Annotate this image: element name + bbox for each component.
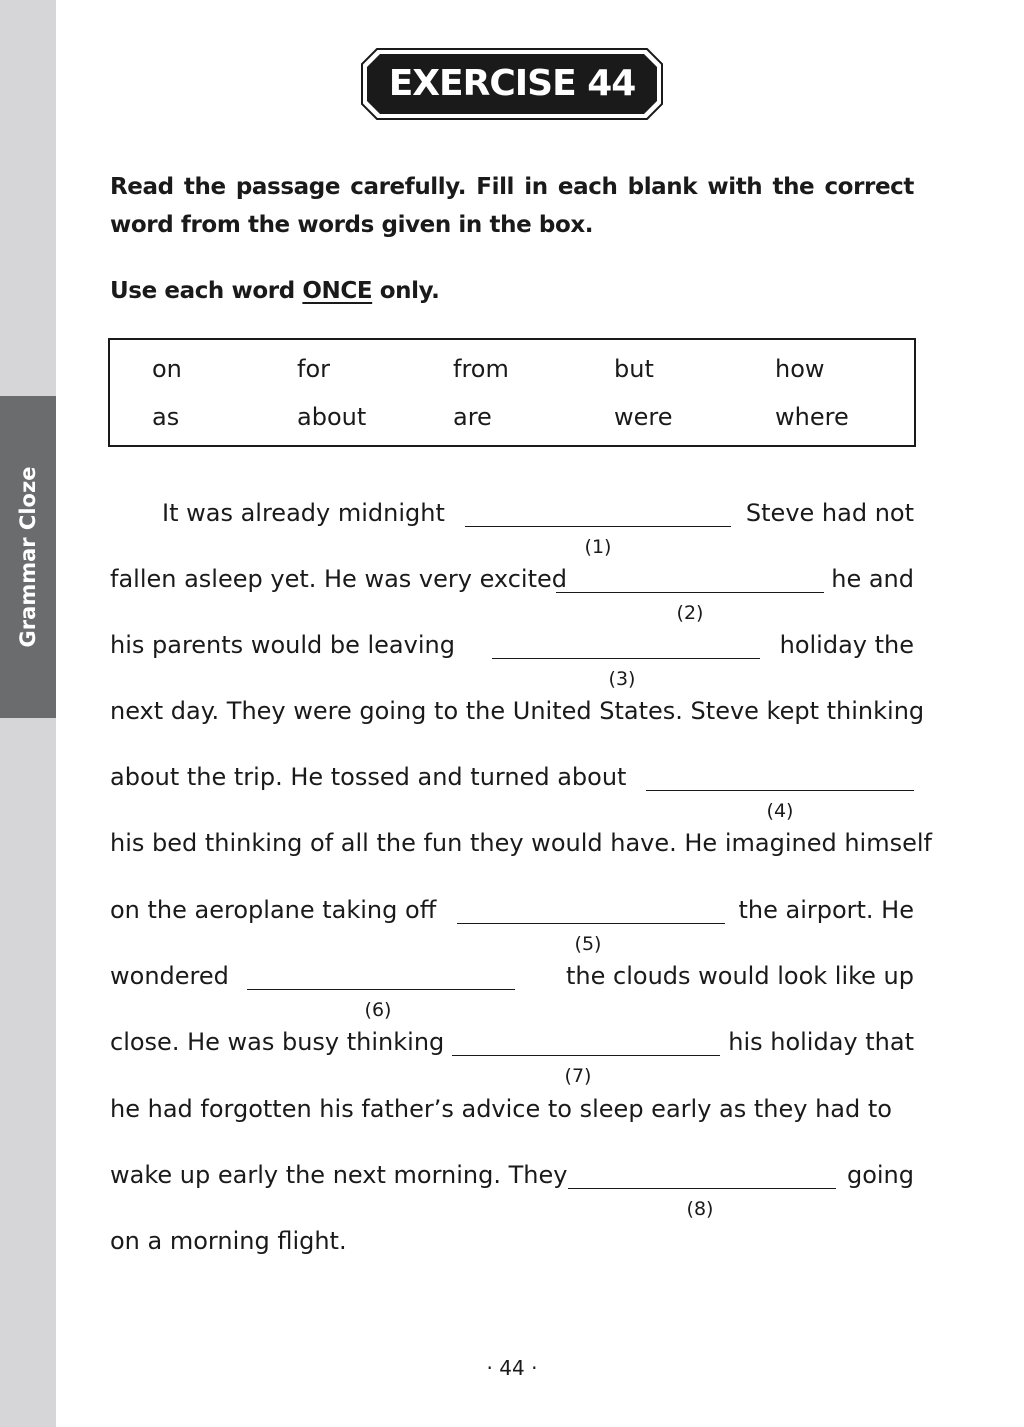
word-bank-item: but [614,355,654,383]
blank-number: (4) [766,800,794,822]
section-tab-label: Grammar Cloze [16,466,40,648]
blank-number: (3) [608,668,636,690]
passage-line [110,628,914,690]
word-bank-item: from [453,355,509,383]
blank-number: (2) [676,602,704,624]
instruction-once-emphasis: ONCE [302,278,373,304]
word-bank-box [108,338,916,447]
word-bank-item: are [453,403,492,431]
page-number: · 44 · [486,1356,538,1380]
passage-line [110,1025,914,1087]
passage-text: he had forgotten his father’s advice to sleep early as they had to [110,1095,892,1123]
passage-text: going [846,1161,914,1189]
passage-text: the airport. He [738,896,914,924]
passage-text: fallen asleep yet. He was very excited [110,565,567,593]
answer-blank-3[interactable] [492,658,760,659]
instruction-once-before: Use each word [110,278,303,304]
passage-text: his bed thinking of all the fun they would have. He imagined himself [110,829,932,857]
answer-blank-8[interactable] [568,1188,836,1189]
passage-text: his parents would be leaving [110,631,455,659]
passage-text: next day. They were going to the United States. Steve kept thinking [110,697,925,725]
blank-number: (5) [574,933,602,955]
passage-line [110,959,914,1021]
answer-blank-6[interactable] [247,989,515,990]
instruction-text: Read the passage carefully. Fill in each blank with the correct word from the words given in the box. [110,174,914,238]
exercise-title: EXERCISE 44 [388,63,636,104]
passage-text: close. He was busy thinking [110,1028,445,1056]
passage-text: on a morning flight. [110,1227,347,1255]
passage-line [110,826,932,860]
passage-text: wondered [110,962,229,990]
passage-line [110,1158,914,1220]
passage-text: on the aeroplane taking off [110,896,437,924]
answer-blank-4[interactable] [646,790,914,791]
instruction-once-after: only. [372,278,440,304]
passage-text: It was already midnight [162,499,445,527]
word-bank-item: where [775,403,849,431]
passage-text: his holiday that [728,1028,914,1056]
passage-text: the clouds would look like up [566,962,914,990]
blank-number: (6) [364,999,392,1021]
passage-line [110,562,914,624]
word-bank-item: on [152,355,182,383]
blank-number: (8) [686,1198,714,1220]
word-bank-item: were [614,403,673,431]
answer-blank-1[interactable] [465,526,731,527]
passage-line [110,1092,914,1126]
passage-line [110,760,914,822]
passage-line [110,1224,914,1258]
blank-number: (7) [564,1065,592,1087]
passage-text: holiday the [779,631,914,659]
exercise-title-badge [361,48,663,120]
word-bank-item: how [775,355,825,383]
passage-line [110,496,914,558]
blank-number: (1) [584,536,612,558]
passage-text: Steve had not [745,499,914,527]
word-bank-item: for [297,355,330,383]
answer-blank-5[interactable] [457,923,725,924]
word-bank-item: as [152,403,180,431]
word-bank-item: about [297,403,367,431]
instruction-once [110,272,914,310]
passage-text: about the trip. He tossed and turned about [110,763,627,791]
passage-line [110,893,914,955]
passage-text: he and [831,565,914,593]
passage-text: wake up early the next morning. They [110,1161,568,1189]
passage-line [110,694,925,728]
answer-blank-2[interactable] [556,592,824,593]
answer-blank-7[interactable] [452,1055,720,1056]
